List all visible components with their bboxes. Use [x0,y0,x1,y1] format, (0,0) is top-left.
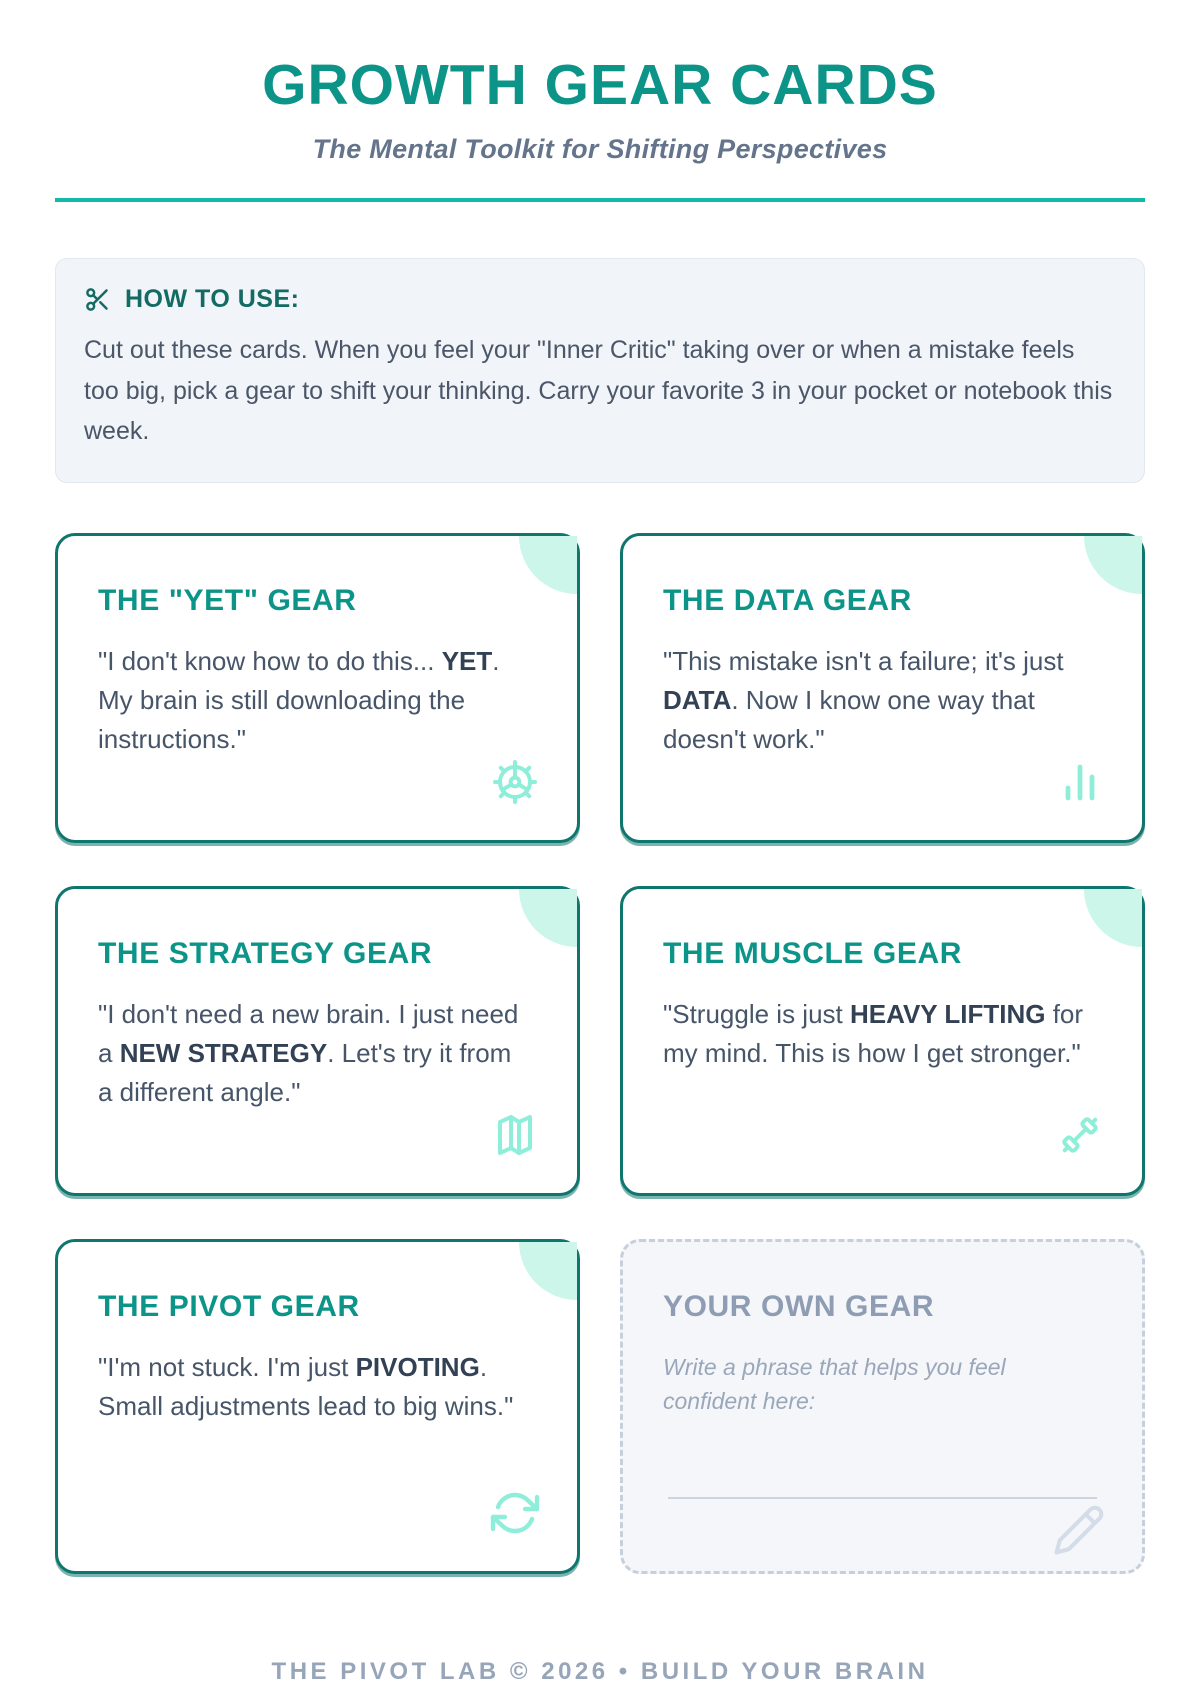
card-quote: "I'm not stuck. I'm just PIVOTING. Small adjustments lead to big wins." [98,1351,514,1421]
cards-grid [55,533,1145,1574]
footer-text: THE PIVOT LAB © 2026 • BUILD YOUR BRAIN [271,1657,929,1685]
card-quote: "Struggle is just HEAVY LIFTING for my mind. This is how I get stronger." [663,998,1084,1068]
how-to-use-title: HOW TO USE: [125,285,300,313]
how-to-use-body: Cut out these cards. When you feel your "Inner Critic" taking over or when a mistake feels too big, pick a gear to shift your thinking. Carry your favorite 3 in your pocket or notebook this week. [84,336,1113,445]
scissors-icon [84,286,111,313]
card-title: THE STRATEGY GEAR [98,936,433,970]
card-title: YOUR OWN GEAR [663,1289,935,1323]
page-title: GROWTH GEAR CARDS [262,53,938,117]
pencil-icon [1052,1503,1106,1557]
card-pivot-gear [55,1239,580,1574]
card-strategy-gear [55,886,580,1196]
refresh-icon [491,1489,539,1537]
card-quote: "I don't need a new brain. I just need a NEW STRATEGY. Let's try it from a different angle." [98,998,519,1107]
dumbbell-icon [1056,1111,1104,1159]
card-quote: "This mistake isn't a failure; it's just DATA. Now I know one way that doesn't work." [663,645,1064,754]
gear-icon [491,758,539,806]
page-subtitle: The Mental Toolkit for Shifting Perspectives [312,134,888,164]
card-quote: "I don't know how to do this... YET. My brain is still downloading the instructions." [98,645,500,754]
bar-chart-icon [1056,758,1104,806]
card-muscle-gear [620,886,1145,1196]
card-data-gear [620,533,1145,843]
card-title: THE "YET" GEAR [98,583,357,617]
card-title: THE DATA GEAR [663,583,912,617]
write-in-line [668,1497,1097,1499]
custom-card-prompt: Write a phrase that helps you feel confident here: [663,1353,1006,1414]
header [55,52,1145,202]
card-your-own-gear [620,1239,1145,1574]
card-yet-gear [55,533,580,843]
header-divider [55,198,1145,202]
how-to-use-header [84,285,1116,314]
card-title: THE PIVOT GEAR [98,1289,360,1323]
card-title: THE MUSCLE GEAR [663,936,963,970]
how-to-use-box [55,258,1145,483]
map-icon [491,1111,539,1159]
